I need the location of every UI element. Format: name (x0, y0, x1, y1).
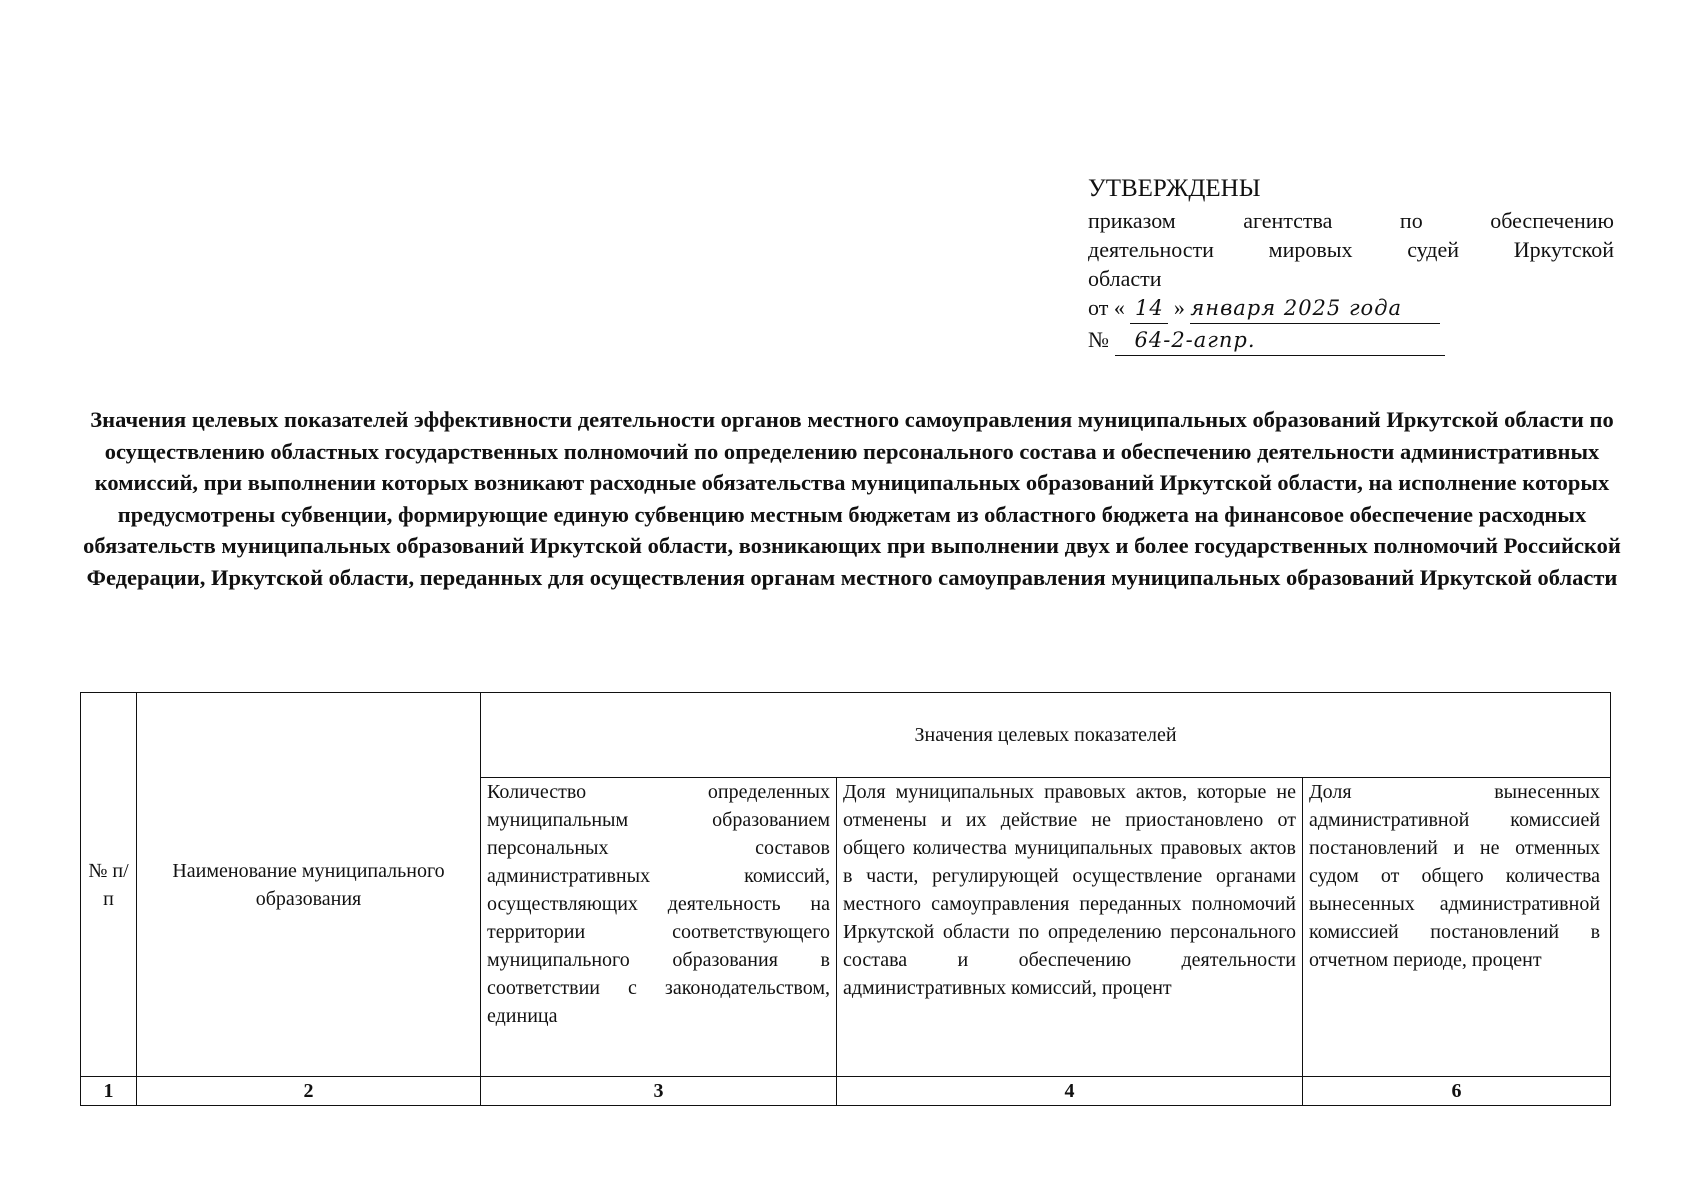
table-column-numbers-row (81, 1077, 1611, 1106)
indicator-share-legal-acts: Доля муниципальных правовых актов, которые не отменены и их действие не приостановлено от общего количества муниципальных правовых актов в части, регулирующей осуществление органами местного самоуправления переданных полномочий Иркутской области по определению персонального состава и обеспечению деятельности административных комиссий, процент (837, 778, 1303, 1077)
header-target-values: Значения целевых показателей (481, 693, 1611, 778)
indicator-count-commissions: Количество определенных муниципальным образованием персональных составов административных комиссий, осуществляющих деятельность на территории соответствующего муниципального образования в соответствии с законодательством, единица (481, 778, 837, 1077)
date-prefix: от « (1088, 295, 1125, 320)
approval-stamp (1088, 172, 1614, 357)
approval-line-3: области (1088, 266, 1162, 291)
number-value: 64-2-агпр. (1115, 326, 1445, 356)
column-number: 4 (837, 1077, 1303, 1106)
approval-line-2: деятельности мировых судей Иркутской (1088, 237, 1614, 262)
column-number: 3 (481, 1077, 837, 1106)
approval-line-1: приказом агентства по обеспечению (1088, 208, 1614, 233)
date-day: 14 (1130, 294, 1168, 324)
approval-date (1088, 293, 1614, 325)
column-number: 1 (81, 1077, 137, 1106)
header-number: № п/п (81, 693, 137, 1077)
date-month-year: января 2025 года (1190, 294, 1440, 324)
indicators-table (80, 692, 1611, 1106)
date-mid: » (1173, 295, 1185, 320)
approval-heading: УТВЕРЖДЕНЫ (1088, 175, 1261, 202)
indicator-share-resolutions: Доля вынесенных административной комиссией постановлений и не отменных судом от общего количества вынесенных административной комиссией постановлений в отчетном периоде, процент (1303, 778, 1611, 1077)
header-municipality-name: Наименование муниципального образования (137, 693, 481, 1077)
document-title: Значения целевых показателей эффективности деятельности органов местного самоуправления муниципальных образований Иркутской области по осуществлению областных государственных полномочий по определению персонального состава и обеспечению деятельности административных комиссий, при выполнении которых возникают расходные обязательства муниципальных образований Иркутской области, на исполнение которых предусмотрены субвенции, формирующие единую субвенцию местным бюджетам из областного бюджета на финансовое обеспечение расходных обязательств муниципальных образований Иркутской области, возникающих при выполнении двух и более государственных полномочий Российской Федерации, Иркутской области, переданных для осуществления органам местного самоуправления муниципальных образований Иркутской области (83, 407, 1621, 590)
table-header-row (81, 693, 1611, 778)
column-number: 2 (137, 1077, 481, 1106)
approval-number (1088, 325, 1614, 357)
column-number: 6 (1303, 1077, 1611, 1106)
number-prefix: № (1088, 327, 1109, 352)
